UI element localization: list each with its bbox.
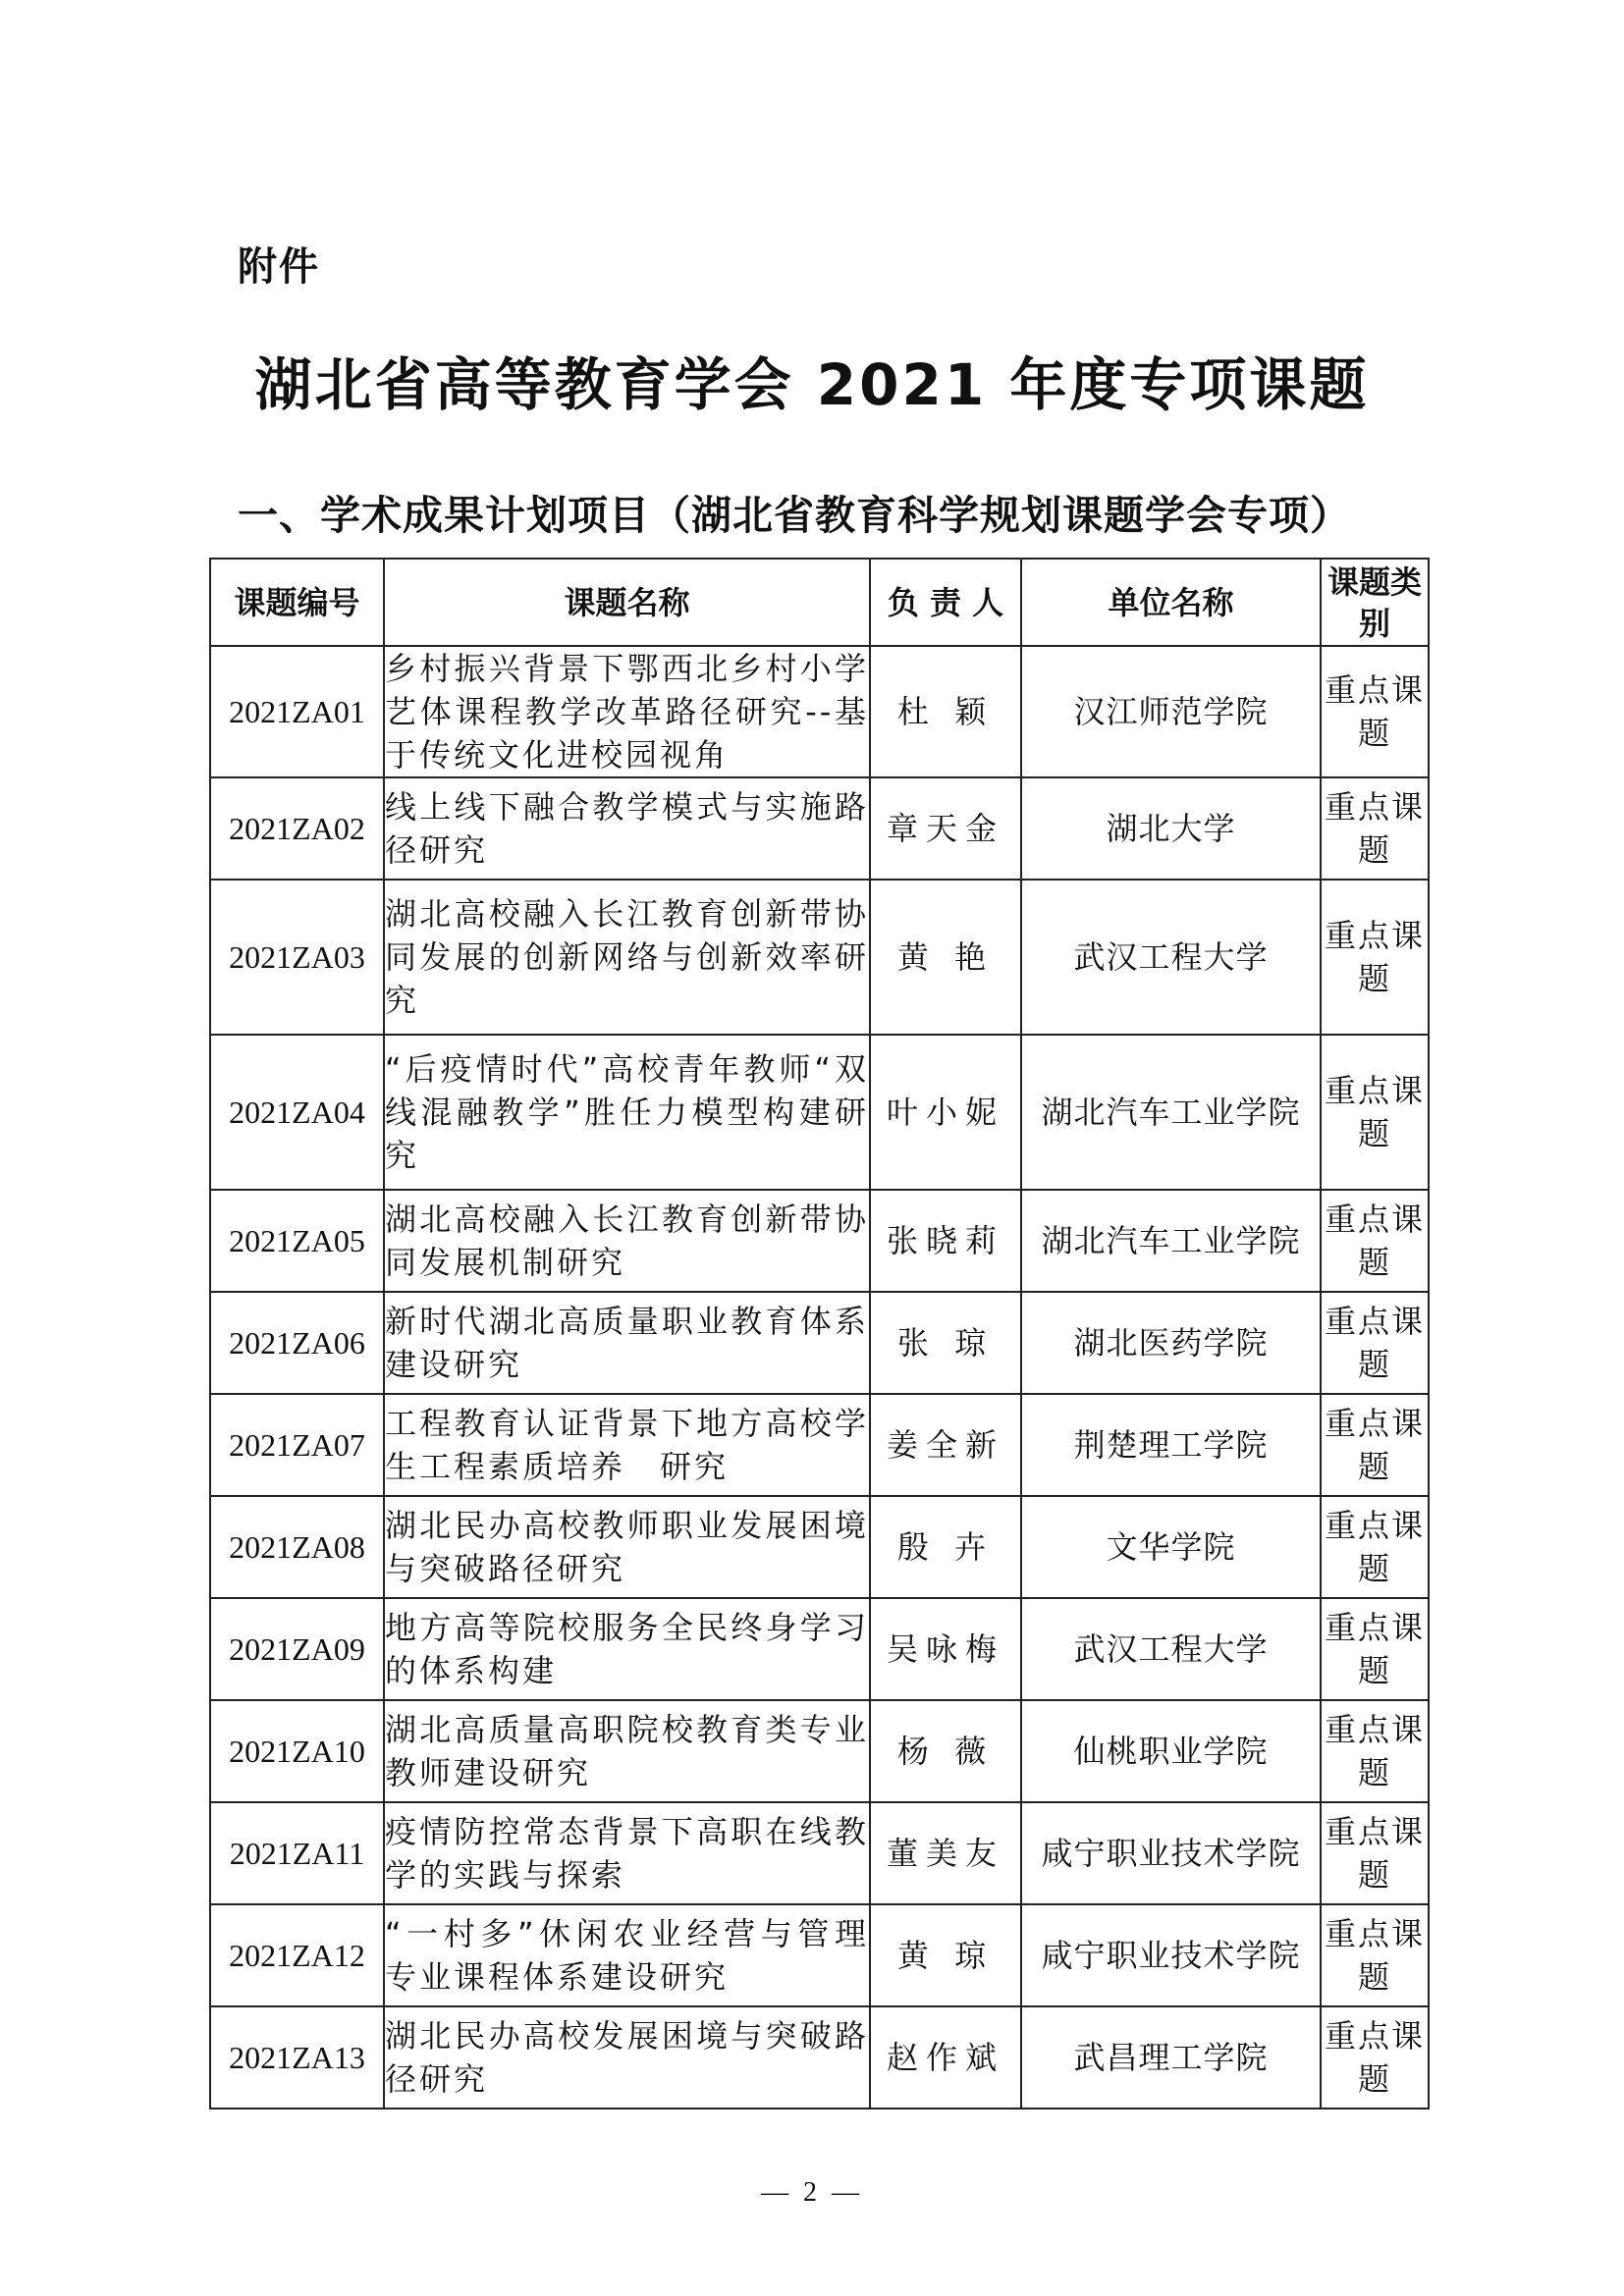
cell-category: 重点课题 xyxy=(1321,1190,1429,1292)
cell-unit: 湖北医药学院 xyxy=(1021,1292,1321,1394)
cell-unit: 武昌理工学院 xyxy=(1021,2006,1321,2109)
cell-unit: 仙桃职业学院 xyxy=(1021,1700,1321,1802)
cell-leader: 杜 颖 xyxy=(870,646,1021,777)
projects-table xyxy=(209,558,1430,2109)
cell-title: 新时代湖北高质量职业教育体系建设研究 xyxy=(384,1292,870,1394)
attachment-label: 附件 xyxy=(238,244,320,290)
table-body xyxy=(210,646,1429,2109)
header-code: 课题编号 xyxy=(210,559,384,646)
cell-category: 重点课题 xyxy=(1321,777,1429,880)
cell-title: 湖北民办高校教师职业发展困境与突破路径研究 xyxy=(384,1496,870,1598)
cell-code: 2021ZA07 xyxy=(210,1394,384,1496)
table-row xyxy=(210,1035,1429,1190)
cell-unit: 荆楚理工学院 xyxy=(1021,1394,1321,1496)
cell-code: 2021ZA02 xyxy=(210,777,384,880)
cell-code: 2021ZA09 xyxy=(210,1598,384,1700)
cell-category: 重点课题 xyxy=(1321,1598,1429,1700)
cell-code: 2021ZA06 xyxy=(210,1292,384,1394)
table-row xyxy=(210,646,1429,777)
cell-title: 湖北高质量高职院校教育类专业教师建设研究 xyxy=(384,1700,870,1802)
cell-leader: 董美友 xyxy=(870,1802,1021,1904)
cell-title: 线上线下融合教学模式与实施路径研究 xyxy=(384,777,870,880)
cell-unit: 湖北汽车工业学院 xyxy=(1021,1190,1321,1292)
cell-leader: 黄 琼 xyxy=(870,1904,1021,2006)
section-title: 一、学术成果计划项目（湖北省教育科学规划课题学会专项） xyxy=(238,492,1351,539)
cell-title: 湖北民办高校发展困境与突破路径研究 xyxy=(384,2006,870,2109)
table-row xyxy=(210,1598,1429,1700)
cell-code: 2021ZA13 xyxy=(210,2006,384,2109)
cell-code: 2021ZA05 xyxy=(210,1190,384,1292)
cell-code: 2021ZA01 xyxy=(210,646,384,777)
cell-code: 2021ZA10 xyxy=(210,1700,384,1802)
cell-unit: 咸宁职业技术学院 xyxy=(1021,1904,1321,2006)
table-row xyxy=(210,1904,1429,2006)
cell-leader: 叶小妮 xyxy=(870,1035,1021,1190)
table-row xyxy=(210,880,1429,1035)
cell-title: 疫情防控常态背景下高职在线教学的实践与探索 xyxy=(384,1802,870,1904)
cell-unit: 武汉工程大学 xyxy=(1021,880,1321,1035)
table-row xyxy=(210,1496,1429,1598)
table-row xyxy=(210,2006,1429,2109)
cell-code: 2021ZA08 xyxy=(210,1496,384,1598)
cell-leader: 吴咏梅 xyxy=(870,1598,1021,1700)
cell-unit: 咸宁职业技术学院 xyxy=(1021,1802,1321,1904)
table-row xyxy=(210,1802,1429,1904)
cell-title: 工程教育认证背景下地方高校学生工程素质培养 研究 xyxy=(384,1394,870,1496)
document-title: 湖北省高等教育学会 2021 年度专项课题 xyxy=(254,351,1370,418)
cell-title: 乡村振兴背景下鄂西北乡村小学艺体课程教学改革路径研究--基于传统文化进校园视角 xyxy=(384,646,870,777)
cell-unit: 汉江师范学院 xyxy=(1021,646,1321,777)
cell-category: 重点课题 xyxy=(1321,1292,1429,1394)
cell-category: 重点课题 xyxy=(1321,1035,1429,1190)
header-category: 课题类别 xyxy=(1321,559,1429,646)
cell-title: 湖北高校融入长江教育创新带协同发展的创新网络与创新效率研究 xyxy=(384,880,870,1035)
table-row xyxy=(210,1394,1429,1496)
cell-leader: 黄 艳 xyxy=(870,880,1021,1035)
cell-title: “一村多”休闲农业经营与管理专业课程体系建设研究 xyxy=(384,1904,870,2006)
cell-unit: 湖北汽车工业学院 xyxy=(1021,1035,1321,1190)
cell-leader: 章天金 xyxy=(870,777,1021,880)
cell-leader: 姜全新 xyxy=(870,1394,1021,1496)
cell-leader: 杨 薇 xyxy=(870,1700,1021,1802)
cell-code: 2021ZA04 xyxy=(210,1035,384,1190)
header-leader: 负 责 人 xyxy=(870,559,1021,646)
table-row xyxy=(210,1190,1429,1292)
cell-unit: 武汉工程大学 xyxy=(1021,1598,1321,1700)
cell-category: 重点课题 xyxy=(1321,1802,1429,1904)
table-row xyxy=(210,1700,1429,1802)
header-unit: 单位名称 xyxy=(1021,559,1321,646)
cell-unit: 湖北大学 xyxy=(1021,777,1321,880)
cell-code: 2021ZA03 xyxy=(210,880,384,1035)
cell-code: 2021ZA12 xyxy=(210,1904,384,2006)
cell-category: 重点课题 xyxy=(1321,1394,1429,1496)
cell-leader: 张 琼 xyxy=(870,1292,1021,1394)
table-row xyxy=(210,1292,1429,1394)
page-number: — 2 — xyxy=(761,2177,863,2208)
header-title: 课题名称 xyxy=(384,559,870,646)
cell-code: 2021ZA11 xyxy=(210,1802,384,1904)
cell-leader: 殷 卉 xyxy=(870,1496,1021,1598)
cell-unit: 文华学院 xyxy=(1021,1496,1321,1598)
table-row xyxy=(210,777,1429,880)
cell-category: 重点课题 xyxy=(1321,2006,1429,2109)
cell-title: “后疫情时代”高校青年教师“双线混融教学”胜任力模型构建研究 xyxy=(384,1035,870,1190)
cell-title: 湖北高校融入长江教育创新带协同发展机制研究 xyxy=(384,1190,870,1292)
cell-category: 重点课题 xyxy=(1321,646,1429,777)
cell-leader: 赵作斌 xyxy=(870,2006,1021,2109)
cell-leader: 张晓莉 xyxy=(870,1190,1021,1292)
cell-category: 重点课题 xyxy=(1321,1496,1429,1598)
cell-category: 重点课题 xyxy=(1321,1700,1429,1802)
table-header-row xyxy=(210,559,1429,646)
cell-category: 重点课题 xyxy=(1321,880,1429,1035)
cell-title: 地方高等院校服务全民终身学习的体系构建 xyxy=(384,1598,870,1700)
cell-category: 重点课题 xyxy=(1321,1904,1429,2006)
